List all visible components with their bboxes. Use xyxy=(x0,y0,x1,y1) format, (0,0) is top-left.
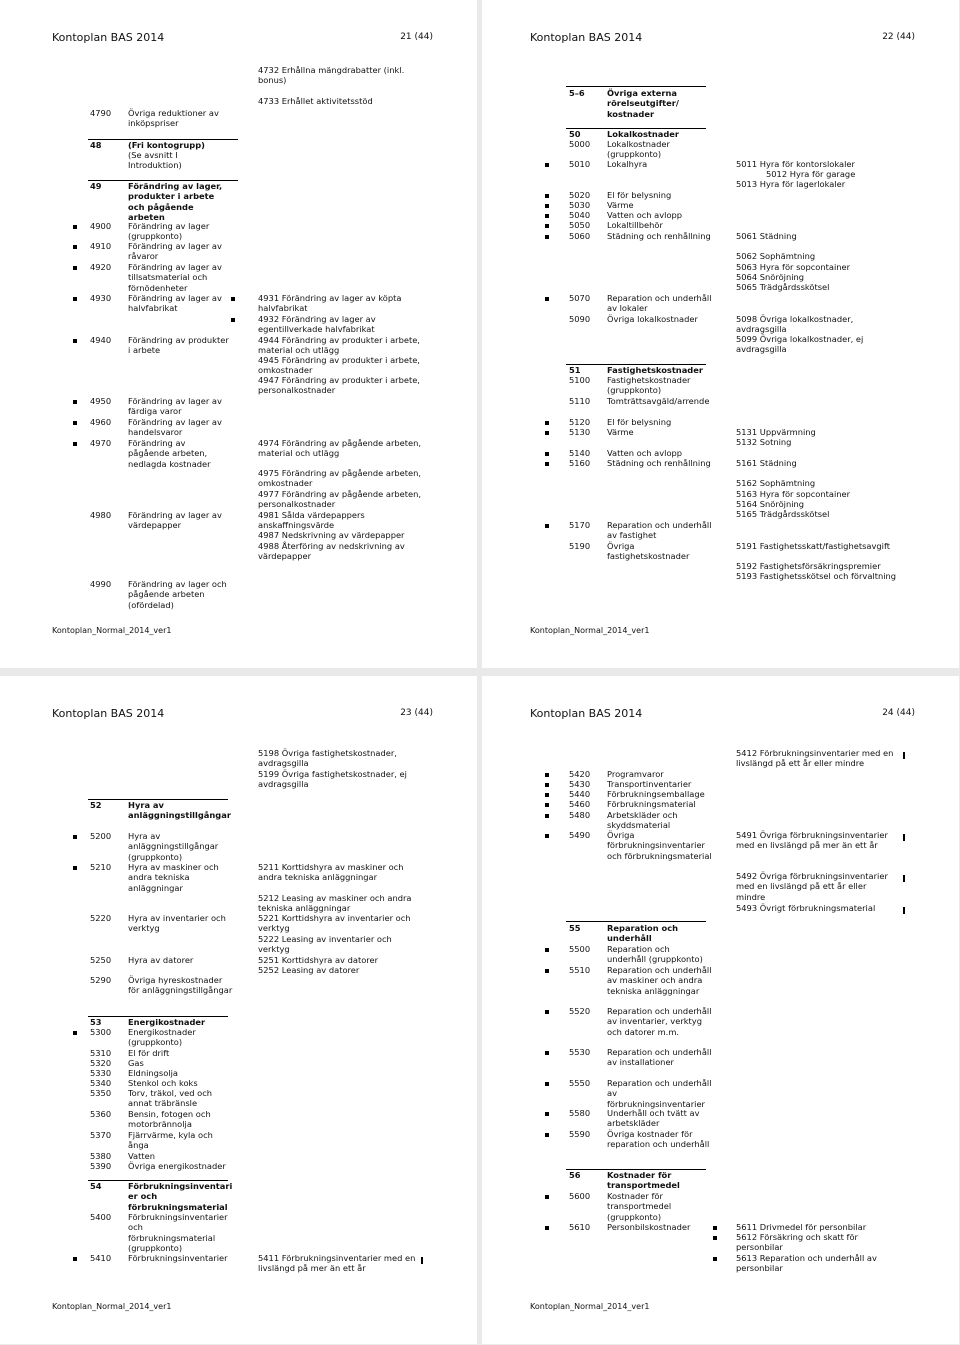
account-5200-text: Hyra av anläggningstillgångar (gruppkonto) xyxy=(128,831,219,862)
account-5170-num: 5170 xyxy=(569,520,591,530)
marker-icon xyxy=(421,1257,423,1264)
subaccount-5222: 5222 Leasing av inventarier och verktyg xyxy=(258,934,392,955)
account-5380-text: Vatten xyxy=(128,1151,155,1161)
account-5600-text: Kostnader för transportmedel (gruppkonto) xyxy=(607,1191,672,1222)
page-header xyxy=(52,707,433,720)
subaccount-5252: 5252 Leasing av datorer xyxy=(258,965,360,975)
group-52-title: Hyra av anläggningstillgångar xyxy=(128,800,231,821)
account-4910-num: 4910 xyxy=(90,241,112,251)
bullet-icon xyxy=(545,969,549,973)
account-5600-num: 5600 xyxy=(569,1191,591,1201)
bullet-icon xyxy=(73,266,77,270)
marker-icon xyxy=(903,834,905,841)
page-22 xyxy=(482,0,959,668)
subaccount-5065: 5065 Trädgårdsskötsel xyxy=(736,282,830,292)
account-5550-text: Reparation och underhåll av förbrukningsinventarier xyxy=(607,1078,712,1109)
bullet-icon xyxy=(73,442,77,446)
divider xyxy=(566,86,706,87)
account-4940-text: Förändring av produkter i arbete xyxy=(128,335,229,356)
account-4970-text: Förändring av pågående arbeten, nedlagda kostnader xyxy=(128,438,211,469)
account-4960-num: 4960 xyxy=(90,417,112,427)
bullet-icon xyxy=(545,1082,549,1086)
group-54-title: Förbrukningsinventari er och förbrukningsmaterial xyxy=(128,1181,233,1212)
account-5020-num: 5020 xyxy=(569,190,591,200)
subaccount-5063: 5063 Hyra för sopcontainer xyxy=(736,262,851,272)
account-5530-text: Reparation och underhåll av installationer xyxy=(607,1047,712,1068)
bullet-icon xyxy=(73,339,77,343)
account-5400-num: 5400 xyxy=(90,1212,112,1222)
page-number: 21 (44) xyxy=(400,32,433,42)
header-title: Kontoplan BAS 2014 xyxy=(52,31,165,44)
bullet-icon xyxy=(73,1257,77,1261)
subaccount-4944: 4944 Förändring av produkter i arbete, material och utlägg xyxy=(258,335,420,356)
account-4790: 4790 xyxy=(90,108,112,118)
account-5100-num: 5100 xyxy=(569,375,591,385)
subaccount-5199: 5199 Övriga fastighetskostnader, ej avdragsgilla xyxy=(258,769,407,790)
bullet-icon xyxy=(545,524,549,528)
account-4920-num: 4920 xyxy=(90,262,112,272)
group-51-num: 51 xyxy=(569,365,581,375)
account-5410-text: Förbrukningsinventarier xyxy=(128,1253,228,1263)
bullet-icon xyxy=(545,1112,549,1116)
group-53-title: Energikostnader xyxy=(128,1017,206,1027)
account-5030-text: Värme xyxy=(607,200,634,210)
account-4960-text: Förändring av lager av handelsvaror xyxy=(128,417,222,438)
bullet-icon xyxy=(545,814,549,818)
account-5300-num: 5300 xyxy=(90,1027,112,1037)
account-4940-num: 4940 xyxy=(90,335,112,345)
bullet-icon xyxy=(545,793,549,797)
subaccount-5212: 5212 Leasing av maskiner och andra tekniska anläggningar xyxy=(258,893,412,914)
bullet-icon xyxy=(545,1133,549,1137)
bullet-icon xyxy=(545,163,549,167)
subaccount-4732: 4732 Erhållna mängdrabatter (inkl. bonus) xyxy=(258,65,405,86)
account-5460-num: 5460 xyxy=(569,799,591,809)
account-4910-text: Förändring av lager av råvaror xyxy=(128,241,222,262)
subaccount-5064: 5064 Snöröjning xyxy=(736,272,805,282)
subaccount-5493: 5493 Övrigt förbrukningsmaterial xyxy=(736,903,876,913)
account-5500-num: 5500 xyxy=(569,944,591,954)
group-56-title: Kostnader för transportmedel xyxy=(607,1170,680,1191)
bullet-icon xyxy=(545,452,549,456)
account-5610-text: Personbilskostnader xyxy=(607,1222,691,1232)
subaccount-5131: 5131 Uppvärmning xyxy=(736,427,816,437)
subaccount-5012: 5012 Hyra för garage xyxy=(766,169,856,179)
bullet-icon xyxy=(545,194,549,198)
subaccount-5161: 5161 Städning xyxy=(736,458,797,468)
marker-icon xyxy=(903,875,905,882)
page-number: 24 (44) xyxy=(882,708,915,718)
account-5010-num: 5010 xyxy=(569,159,591,169)
page-header xyxy=(530,31,915,44)
subaccount-4987: 4987 Nedskrivning av värdepapper xyxy=(258,530,405,540)
subaccount-4932: 4932 Förändring av lager av egentillverkade halvfabrikat xyxy=(258,314,376,335)
bullet-icon xyxy=(73,866,77,870)
group-49-num: 49 xyxy=(90,181,102,191)
account-4930-text: Förändring av lager av halvfabrikat xyxy=(128,293,222,314)
group-55-num: 55 xyxy=(569,923,581,933)
page-footer: Kontoplan_Normal_2014_ver1 xyxy=(52,626,172,635)
account-4950-text: Förändring av lager av färdiga varor xyxy=(128,396,222,417)
page-24 xyxy=(482,676,959,1344)
account-5140-text: Vatten och avlopp xyxy=(607,448,683,458)
account-5160-text: Städning och renhållning xyxy=(607,458,711,468)
page-footer: Kontoplan_Normal_2014_ver1 xyxy=(530,626,650,635)
account-4980-text: Förändring av lager av värdepapper xyxy=(128,510,222,531)
account-5110-text: Tomträttsavgäld/arrende xyxy=(607,396,710,406)
account-4970-num: 4970 xyxy=(90,438,112,448)
account-5300-text: Energikostnader (gruppkonto) xyxy=(128,1027,196,1048)
account-5110-num: 5110 xyxy=(569,396,591,406)
account-5200-num: 5200 xyxy=(90,831,112,841)
subaccount-5191: 5191 Fastighetsskatt/fastighetsavgift xyxy=(736,541,890,551)
subaccount-4931: 4931 Förändring av lager av köpta halvfabrikat xyxy=(258,293,402,314)
bullet-icon xyxy=(545,214,549,218)
account-5360-num: 5360 xyxy=(90,1109,112,1119)
account-5250-text: Hyra av datorer xyxy=(128,955,194,965)
subaccount-5612: 5612 Försäkring och skatt för personbilar xyxy=(736,1232,858,1253)
group-52-num: 52 xyxy=(90,800,102,810)
bullet-icon xyxy=(545,803,549,807)
group-5-6-title: Övriga externa rörelseutgifter/ kostnader xyxy=(607,88,679,119)
subaccount-5098: 5098 Övriga lokalkostnader, avdragsgilla xyxy=(736,314,854,335)
bullet-icon xyxy=(545,431,549,435)
bullet-icon xyxy=(73,421,77,425)
bullet-icon xyxy=(73,225,77,229)
bullet-icon xyxy=(545,1010,549,1014)
subaccount-5491: 5491 Övriga förbrukningsinventarier med en livslängd på mer än ett år xyxy=(736,830,888,851)
account-4990-text: Förändring av lager och pågående arbeten (ofördelad) xyxy=(128,579,227,610)
bullet-icon xyxy=(545,783,549,787)
account-5420-text: Programvaror xyxy=(607,769,664,779)
bullet-icon xyxy=(545,462,549,466)
account-5550-num: 5550 xyxy=(569,1078,591,1088)
subaccount-5198: 5198 Övriga fastighetskostnader, avdragsgilla xyxy=(258,748,397,769)
account-5490-num: 5490 xyxy=(569,830,591,840)
subaccount-5492: 5492 Övriga förbrukningsinventarier med en livslängd på ett år eller mindre xyxy=(736,871,888,902)
account-4930-num: 4930 xyxy=(90,293,112,303)
account-5190-text: Övriga fastighetskostnader xyxy=(607,541,690,562)
group-48-title: (Fri kontogrupp) xyxy=(128,140,205,150)
subaccount-5164: 5164 Snöröjning xyxy=(736,499,805,509)
account-5350-num: 5350 xyxy=(90,1088,112,1098)
account-5320-text: Gas xyxy=(128,1058,144,1068)
subaccount-5013: 5013 Hyra för lagerlokaler xyxy=(736,179,846,189)
account-5010-text: Lokalhyra xyxy=(607,159,648,169)
account-5290-num: 5290 xyxy=(90,975,112,985)
bullet-icon xyxy=(545,773,549,777)
account-5220-num: 5220 xyxy=(90,913,112,923)
account-5040-num: 5040 xyxy=(569,210,591,220)
account-5390-num: 5390 xyxy=(90,1161,112,1171)
page-header xyxy=(530,707,915,720)
account-5020-text: El för belysning xyxy=(607,190,672,200)
subaccount-5221: 5221 Korttidshyra av inventarier och verktyg xyxy=(258,913,411,934)
marker-icon xyxy=(903,907,905,914)
account-5580-num: 5580 xyxy=(569,1108,591,1118)
bullet-icon xyxy=(73,400,77,404)
subaccount-5062: 5062 Sophämtning xyxy=(736,251,816,261)
subaccount-5613: 5613 Reparation och underhåll av personbilar xyxy=(736,1253,877,1274)
bullet-icon xyxy=(545,421,549,425)
account-5510-text: Reparation och underhåll av maskiner och andra tekniska anläggningar xyxy=(607,965,712,996)
bullet-icon xyxy=(545,834,549,838)
account-5340-num: 5340 xyxy=(90,1078,112,1088)
marker-icon xyxy=(903,752,905,759)
bullet-icon xyxy=(231,318,235,322)
account-5610-num: 5610 xyxy=(569,1222,591,1232)
bullet-icon xyxy=(73,297,77,301)
account-4790-text: Övriga reduktioner av inköpspriser xyxy=(128,108,219,129)
account-5360-text: Bensin, fotogen och motorbrännolja xyxy=(128,1109,211,1130)
account-5210-num: 5210 xyxy=(90,862,112,872)
account-5170-text: Reparation och underhåll av fastighet xyxy=(607,520,712,541)
group-54-num: 54 xyxy=(90,1181,102,1191)
group-51-title: Fastighetskostnader xyxy=(607,365,703,375)
account-5520-text: Reparation och underhåll av inventarier, verktyg och datorer m.m. xyxy=(607,1006,712,1037)
account-5000-text: Lokalkostnader (gruppkonto) xyxy=(607,139,670,160)
account-5310-num: 5310 xyxy=(90,1048,112,1058)
subaccount-5061: 5061 Städning xyxy=(736,231,797,241)
bullet-icon xyxy=(545,1051,549,1055)
bullet-icon xyxy=(545,297,549,301)
account-5290-text: Övriga hyreskostnader för anläggningstillgångar xyxy=(128,975,233,996)
account-5040-text: Vatten och avlopp xyxy=(607,210,683,220)
account-5060-num: 5060 xyxy=(569,231,591,241)
subaccount-5162: 5162 Sophämtning xyxy=(736,478,816,488)
account-5100-text: Fastighetskostnader (gruppkonto) xyxy=(607,375,691,396)
account-5440-text: Förbrukningsemballage xyxy=(607,789,705,799)
page-number: 23 (44) xyxy=(400,708,433,718)
account-5050-text: Lokaltillbehör xyxy=(607,220,663,230)
account-5340-text: Stenkol och koks xyxy=(128,1078,198,1088)
account-4900-text: Förändring av lager (gruppkonto) xyxy=(128,221,210,242)
account-4920-text: Förändring av lager av tillsatsmaterial och förnödenheter xyxy=(128,262,222,293)
account-5120-num: 5120 xyxy=(569,417,591,427)
subaccount-4947: 4947 Förändring av produkter i arbete, personalkostnader xyxy=(258,375,420,396)
bullet-icon xyxy=(545,235,549,239)
bullet-icon xyxy=(545,1195,549,1199)
group-53-num: 53 xyxy=(90,1017,102,1027)
subaccount-4977: 4977 Förändring av pågående arbeten, personalkostnader xyxy=(258,489,422,510)
account-5250-num: 5250 xyxy=(90,955,112,965)
account-5070-num: 5070 xyxy=(569,293,591,303)
account-5090-num: 5090 xyxy=(569,314,591,324)
account-5310-text: El för drift xyxy=(128,1048,170,1058)
group-5-6-num: 5–6 xyxy=(569,88,585,98)
subaccount-5412: 5412 Förbrukningsinventarier med en livslängd på ett år eller mindre xyxy=(736,748,894,769)
account-5390-text: Övriga energikostnader xyxy=(128,1161,226,1171)
bullet-icon xyxy=(545,224,549,228)
account-5400-text: Förbrukningsinventarier och förbrukningsmaterial (gruppkonto) xyxy=(128,1212,228,1253)
account-5590-num: 5590 xyxy=(569,1129,591,1139)
account-5500-text: Reparation och underhåll (gruppkonto) xyxy=(607,944,703,965)
page-header xyxy=(52,31,433,44)
bullet-icon xyxy=(231,297,235,301)
page-footer: Kontoplan_Normal_2014_ver1 xyxy=(530,1302,650,1311)
account-5130-text: Värme xyxy=(607,427,634,437)
account-5480-num: 5480 xyxy=(569,810,591,820)
subaccount-5132: 5132 Sotning xyxy=(736,437,792,447)
account-5590-text: Övriga kostnader för reparation och underhåll xyxy=(607,1129,710,1150)
header-title: Kontoplan BAS 2014 xyxy=(52,707,165,720)
account-5350-text: Torv, träkol, ved och annat träbränsle xyxy=(128,1088,213,1109)
subaccount-5251: 5251 Korttidshyra av datorer xyxy=(258,955,379,965)
bullet-icon xyxy=(545,1226,549,1230)
bullet-icon xyxy=(545,204,549,208)
account-5520-num: 5520 xyxy=(569,1006,591,1016)
account-5430-text: Transportinventarier xyxy=(607,779,692,789)
account-5370-text: Fjärrvärme, kyla och ånga xyxy=(128,1130,213,1151)
account-5050-num: 5050 xyxy=(569,220,591,230)
page-21 xyxy=(0,0,477,668)
subaccount-5193: 5193 Fastighetsskötsel och förvaltning xyxy=(736,571,897,581)
account-4990-num: 4990 xyxy=(90,579,112,589)
account-5510-num: 5510 xyxy=(569,965,591,975)
group-50-num: 50 xyxy=(569,129,581,139)
header-title: Kontoplan BAS 2014 xyxy=(530,31,643,44)
subaccount-5099: 5099 Övriga lokalkostnader, ej avdragsgilla xyxy=(736,334,864,355)
bullet-icon xyxy=(713,1226,717,1230)
subaccount-5211: 5211 Korttidshyra av maskiner och andra tekniska anläggningar xyxy=(258,862,404,883)
header-title: Kontoplan BAS 2014 xyxy=(530,707,643,720)
page-footer: Kontoplan_Normal_2014_ver1 xyxy=(52,1302,172,1311)
account-5420-num: 5420 xyxy=(569,769,591,779)
subaccount-5411: 5411 Förbrukningsinventarier med en livslängd på mer än ett år xyxy=(258,1253,416,1274)
account-5330-text: Eldningsolja xyxy=(128,1068,178,1078)
subaccount-4975: 4975 Förändring av pågående arbeten, omkostnader xyxy=(258,468,422,489)
account-5580-text: Underhåll och tvätt av arbetskläder xyxy=(607,1108,700,1129)
subaccount-5165: 5165 Trädgårdsskötsel xyxy=(736,509,830,519)
page-23 xyxy=(0,676,477,1344)
account-5320-num: 5320 xyxy=(90,1058,112,1068)
subaccount-5611: 5611 Drivmedel för personbilar xyxy=(736,1222,867,1232)
group-50-title: Lokalkostnader xyxy=(607,129,680,139)
group-48-num: 48 xyxy=(90,140,102,150)
account-4980-num: 4980 xyxy=(90,510,112,520)
subaccount-4945: 4945 Förändring av produkter i arbete, omkostnader xyxy=(258,355,420,376)
account-5070-text: Reparation och underhåll av lokaler xyxy=(607,293,712,314)
bullet-icon xyxy=(73,835,77,839)
account-5490-text: Övriga förbrukningsinventarier och förbrukningsmaterial xyxy=(607,830,712,861)
account-5530-num: 5530 xyxy=(569,1047,591,1057)
account-5440-num: 5440 xyxy=(569,789,591,799)
account-5000-num: 5000 xyxy=(569,139,591,149)
account-5430-num: 5430 xyxy=(569,779,591,789)
group-48-note: (Se avsnitt I Introduktion) xyxy=(128,150,182,171)
account-5130-num: 5130 xyxy=(569,427,591,437)
account-5220-text: Hyra av inventarier och verktyg xyxy=(128,913,226,934)
account-5160-num: 5160 xyxy=(569,458,591,468)
account-5210-text: Hyra av maskiner och andra tekniska anläggningar xyxy=(128,862,219,893)
page-number: 22 (44) xyxy=(882,32,915,42)
account-5140-num: 5140 xyxy=(569,448,591,458)
bullet-icon xyxy=(73,1031,77,1035)
group-56-num: 56 xyxy=(569,1170,581,1180)
account-5030-num: 5030 xyxy=(569,200,591,210)
account-5060-text: Städning och renhållning xyxy=(607,231,711,241)
divider xyxy=(566,921,706,922)
subaccount-4988: 4988 Återföring av nedskrivning av värdepapper xyxy=(258,541,405,562)
account-5330-num: 5330 xyxy=(90,1068,112,1078)
account-5090-text: Övriga lokalkostnader xyxy=(607,314,698,324)
account-5380-num: 5380 xyxy=(90,1151,112,1161)
account-5460-text: Förbrukningsmaterial xyxy=(607,799,696,809)
bullet-icon xyxy=(545,948,549,952)
group-55-title: Reparation och underhåll xyxy=(607,923,679,944)
subaccount-4733: 4733 Erhållet aktivitetsstöd xyxy=(258,96,373,106)
account-5370-num: 5370 xyxy=(90,1130,112,1140)
subaccount-5163: 5163 Hyra för sopcontainer xyxy=(736,489,851,499)
subaccount-5192: 5192 Fastighetsförsäkringspremier xyxy=(736,561,881,571)
account-5480-text: Arbetskläder och skyddsmaterial xyxy=(607,810,678,831)
account-5410-num: 5410 xyxy=(90,1253,112,1263)
account-4900-num: 4900 xyxy=(90,221,112,231)
bullet-icon xyxy=(713,1257,717,1261)
subaccount-4981: 4981 Sålda värdepappers anskaffningsvärde xyxy=(258,510,365,531)
bullet-icon xyxy=(73,245,77,249)
account-5120-text: El för belysning xyxy=(607,417,672,427)
subaccount-5011: 5011 Hyra för kontorslokaler xyxy=(736,159,855,169)
bullet-icon xyxy=(713,1236,717,1240)
subaccount-4974: 4974 Förändring av pågående arbeten, material och utlägg xyxy=(258,438,422,459)
group-49-title: Förändring av lager, produkter i arbete och pågående arbeten xyxy=(128,181,223,222)
account-4950-num: 4950 xyxy=(90,396,112,406)
account-5190-num: 5190 xyxy=(569,541,591,551)
